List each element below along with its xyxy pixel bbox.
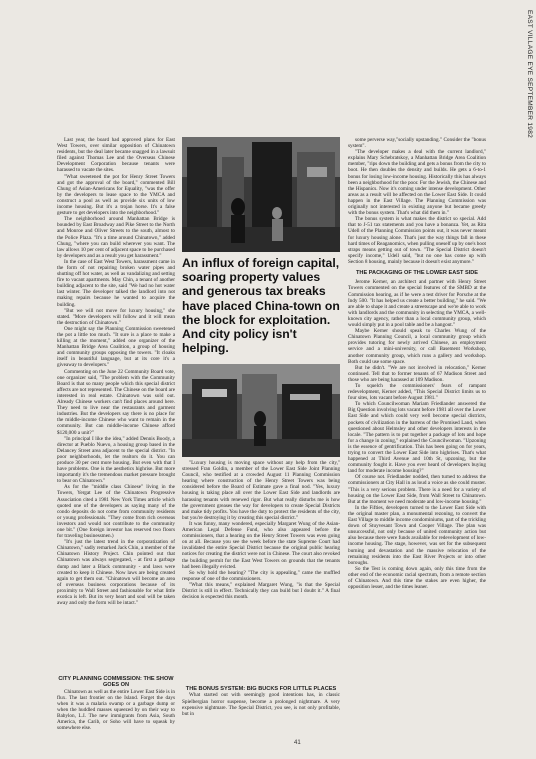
paragraph: The bonus system is what makes the district so special. Add that to J-51 tax statements and you have a bonanza. Yet, as Rita Udell of the Planning Commission points out, it was never meant for luxury housing alone. That's just the way things fall in these hard times of Reaganomics, when pulling oneself up by one's boot straps means getting out of town. "The Special District doesn't specify income," Udell said, "but no one has come up with Section 8 housing, mainly because it doesn't exist anymore.": [348, 216, 486, 265]
article-column-1: [57, 137, 175, 606]
paragraph: "The developer makes a deal with the current landlord," explains Mary Schebratskoy, a Manhattan Bridge Area Coalition member, "rips down the building and gets a bonus from the city to boot. He then doubles the density and builds. He gets a 6-to-1 bonus for losing low-income housing. Historically this has always been a neighborhood for the poor. For the Jewish, the Chinese and the Hispanics. Now it's coming under intense development. Other areas as a result will be affected on the Lower East Side. It could happen in the East Village. The Planning Commission was originally not interested in existing anyone but became greedy with the bonus system. That's what did them in.": [348, 149, 486, 217]
paragraph: Jerome Kerner, an architect and partner with Henry Street Towers commented on the special features of the SMBD at the Commission hearing, as if he were a test driver for Porsche at the Indy 500. "It has helped us create a better building," he said. "We are able to shape it and create a streetscape and we're able to work with landlords and the community in selecting the YMCA, a well-known city agency, rather than a local community group, which would simply put in a pool table and be a hangout.": [348, 279, 486, 329]
article-column-2-bottom: [182, 686, 340, 717]
paragraph: But he didn't. "We are not involved in relocation," Kerner continued. Tell that to former tenants of 67 Madison Street and those who are being harassed at 109 Madison.: [348, 364, 486, 383]
paragraph: "What this means," explained Margaret Wung, "is that the Special District is still in effect. Technically they can build but I doubt it." A final decision is expected this month.: [182, 581, 340, 601]
paragraph: As for the "middle class Chinese" living in the Towers, Yergat Lee of the Chinatown Progressive Association cited a 1981 New York Times article which quoted one of the developers as saying many of the condo deposits do not come from community residents or young professionals. "They come from rich overseas investors and would not contribute to the community one bit." (One foreign investor has reserved two floors for traveling businessmen.): [57, 484, 175, 540]
paragraph: Of course not. Friedlander nodded, then turned to address the commissioners at City Hall in as loud a voice as she could muster. "This is a very serious problem. There is a need for a variety of housing on the Lower East Side, from Wall Street to Chinatown. But at the moment we need moderate and low-income housing.": [348, 474, 486, 505]
street-photo-image: [182, 364, 340, 457]
paragraph: In the case of East West Towers, harassment came in the form of not repairing broken water pipes and shutting off hot water, as well as vandalizing and setting fire to vacant apartments. May Chin, a tenant of another building adjacent to the site, said "We had no hot water last winter. The developer talked the landlord into not making repairs because he wanted to acquire the building.: [57, 258, 175, 308]
page-number: 41: [294, 740, 301, 746]
paragraph: Maybe Kerner should speak to Charles Wung of the Chinatown Planning Council, a local community group which provides tutoring for newly arrived Chinese, an employment service and a mini-university, or call Basement Workshop, another community group, which runs a gallery and workshop. Both could use some space.: [348, 328, 486, 365]
paragraph: So the Test is coming down again, only this time from the other end of the economic racial spectrum, from a remote section of Chinatown. And this time the stakes are even higher, the opposition lesser, and the times leaner.: [348, 565, 486, 591]
article-column-3: [348, 137, 486, 590]
street-photo-top: [182, 137, 340, 252]
paragraph: To squelch the commissioners' fears of rampant redevelopment, Kerner added, "This Special District limits us to four sites, lots vacant before August 1981.": [348, 382, 486, 402]
section-heading: THE PACKAGING OF THE LOWER EAST SIDE: [355, 269, 479, 276]
pull-quote: An influx of foreign capital, soaring property values and generous tax breaks have placed China-town on the block for exploitation. And city policy isn't helping.: [182, 256, 340, 356]
paragraph: So why hold the hearing? "The city is appealing," came the muffled response of one of the commissioners.: [182, 569, 340, 582]
paragraph: In the Fifties, developers turned to the Lower East Side with the original master plan, a monumental rezoning, to convert the East Village to middle income condominiums, part of the trickling down of Stuyvesant Town and Cooper Village. The plan was unsuccessful, not only because of united community action but also because there were funds available for redevelopment of low-income housing. The stage, however, was set for the subsequent burning and devastation and the massive relocation of the remaining residents into the East River Projects or into other boroughs.: [348, 504, 486, 566]
paragraph: "But we will not move for luxury housing," she stated. "More developers will follow and it will mean the destruction of Chinatown.": [57, 307, 175, 326]
paragraph: "It's just the latest trend in the corporatization of Chinatown," sadly remarked Jack Chin, a member of the Chinatown History Project. Chin pointed out that Chinatown was always segregated, - at first a garbage dump and later a Black community - and laws were created to keep it Chinese. Now laws are being created again to get them out. "Chinatown will become an area of overseas business corporations because of its proximity to Wall Street and fashionable for what little exotica is left. But its very heart and soul will be taken away and only the form will be intact.": [57, 539, 175, 607]
paragraph: "In principal I like the idea," added Dennis Boody, a director at Pueblo Nuevo, a housing group based in the Delancey Street area adjacent to the special district. "In poor neighborhoods, let the realtors do it. You can produce 30 per cent more housing. But even with that I have problems. One is the aesthetics highrise. But more importantly it's the tremendous market pressure brought to bear on Chinatown.": [57, 435, 175, 485]
paragraph: Chinatown as well as the entire Lower East Side is in flux. The last frontier on the Island. Forget the days when it was a malaria swamp or a garbage dump or when the huddled masses squeezed by on their way to Babylon, L.I. The new immigrants from Asia, South America, the Carib, or Soho will have to squeak by somewhere else.: [57, 688, 175, 732]
paragraph: The neighborhood around Manhattan Bridge is bounded by East Broadway and Pike Street to the North and Monroe and Oliver Streets to the south, almost to the Police Plaza. "It's a time around Chinatown," added Chung, "where you can build wherever you want. The law allows 10 per cent of adjacent space to be purchased by developers and as a result you get harassment.": [57, 216, 175, 259]
section-heading: CITY PLANNING COMMISSION: THE SHOW GOES ON: [58, 676, 174, 689]
paragraph: Commenting on the June 22 Community Board vote, one organizer said, "The problem with the Community Board is that so many people which this special district affects are not represented. The Chinese on the board are interested in real estate. Chinatown was sold out. Already Chinese workers can't find places around here. They need to live near the restaurants and garment industries. But the developers say there is no place for the middle-income Chinese who want to remain in the community. But can middle-income Chinese afford $120,000 a unit?": [57, 368, 175, 436]
paragraph: some perverse way,"socially upstanding." Consider the "bonus system".: [348, 137, 486, 150]
paragraph: Last year, the board had approved plans for East West Towers, over similar opposition of Chinatown residents, but the deal later became snagged in a lawsuit filed against Thomas Lee and the Overseas Chinese Development Corporation because tenants were harassed to vacate the sites.: [57, 137, 175, 174]
street-photo-bottom: [182, 364, 340, 457]
publication-side-label: EAST VILLAGE EYE SEPTEMBER 1982: [526, 10, 533, 139]
street-photo-image: [182, 137, 340, 252]
paragraph: "What sweetened the pot for Henry Street Towers and got the approval of the board," commented Bill Chung of Asian-Americans for Equality, "was the offer by the developers to lease space to the YMCA and construct a pool as well as provide six units of low income housing. But it's a trojan horse. It's a false gesture to get developers into the neighborhood.": [57, 173, 175, 217]
paragraph: What started out with seemingly good intentions has, in classic Spielbergian horror suspense, become a prolonged nightmare. A very expensive nightmare. The Special District, you see, is not only profitable, but in: [182, 692, 340, 717]
paragraph: It was funny, many wondered, especially Margaret Wung of the Asian-American Legal Defense Fund, who also appeared before the commissioners, that a hearing on the Henry Street Towers was even going on at all. Because you see the week before the state Supreme Court had invalidated the entire Special District because the original public hearing notices for creating the district were not in Chinese. The court also revoked the building permit for the East West Towers on grounds that the tenants had been illegally evicted.: [182, 520, 340, 570]
article-column-2: [182, 460, 340, 600]
paragraph: "Luxury housing is moving space without any help from the city," stressed Fran Goldin, a member of the Lower East Side Joint Planning Council, who testified at a crowded August 11 Planning Commission hearing where construction of the Henry Street Towers was being considered before the Board of Estimate gave a final nod. "Yes, luxury housing is taking place all over the Lower East Side and landlords are harassing tenants with renewed rigor. But what really disturbs me is how the government greases the way for developers to create Special Districts and make tidy profits. You have the duty to protect the residents of the city, but you're destroying it by creating this special district.": [182, 460, 340, 521]
paragraph: To which Councilwoman Mariam Friedlander answered the Big Question involving lots vacant before 1981 all over the Lower East Side and which could very well become special districts, pockets of civilization in the barrens of the Promised Land, when questioned about Helmsley and other developers interests in the locale. "The pattern is to put together a package of lots and hope for a change in zoning," explained the Councilwoman. "Upzoning is the essence of gentrification. This has been going on for years, trying to convert the Lower East Side into highrises. That's what happened at Third Avenue and 10th St, upzoning, but the community fought it. Have you ever heard of developers buying land for moderate income housing?": [348, 401, 487, 475]
section-heading: THE BONUS SYSTEM: BIG BUCKS FOR LITTLE PLACES: [185, 686, 337, 692]
article-column-1-bottom: [57, 676, 175, 731]
paragraph: One might say the Planning Commission sweetened the pot a little too much. "It sure is a place to make a killing at the moment," added one organizer of the Manhattan Bridge Area Coalition, a group of housing and community groups opposing the towers. "It cloaks itself in beautiful language, but at its core it's a giveaway to developers.": [57, 325, 175, 369]
